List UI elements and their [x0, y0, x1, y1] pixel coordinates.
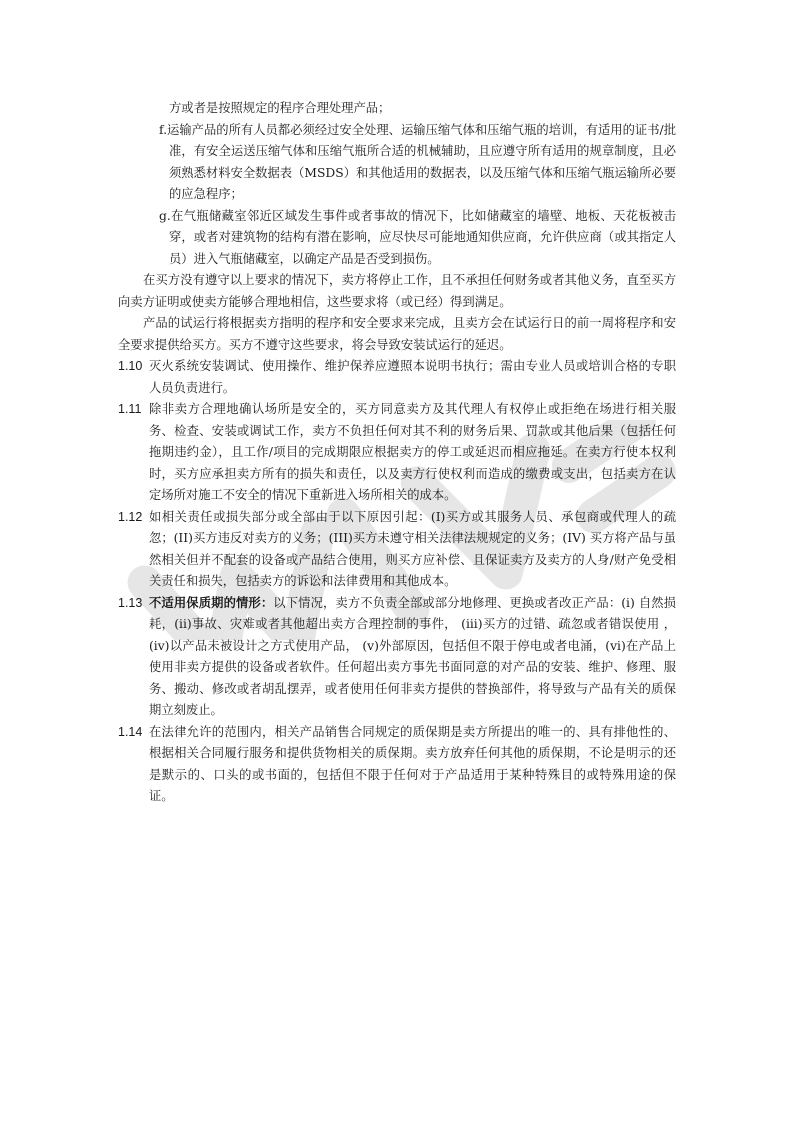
clause-heading: 不适用保质期的情形： [149, 595, 274, 610]
item-f: f.运输产品的所有人员都必须经过安全处理、运输压缩气体和压缩气瓶的培训，有适用的证书/批准，有安全运送压缩气体和压缩气瓶所合适的机械辅助，且应遵守所有适用的规章制度，且必须熟悉材料安全数据表（MSDS）和其他适用的数据表，以及压缩气体和压缩气瓶运输所必要的应急程序； [159, 122, 676, 201]
clause-text: 以下情况，卖方不负责全部或部分地修理、更换或者改正产品：(i) 自然损耗，(ii)事故、灾难或者其他超出卖方合理控制的事件， (iii)买方的过错、疏忽或者错误使用 ，(iv)以产品未被设计之方式使用产品， (v)外部原因，包括但不限于停电或者电涌，(vi)在产品上使用非卖方提供的设备或者软件。任何超出卖方事先书面同意的对产品的安装、维护、修理、服务、搬动、修改或者胡乱摆弄，或者使用任何非卖方提供的替换部件，将导致与产品有关的质保期立刻废止。 [149, 595, 676, 717]
clause-number: 1.11 [118, 402, 142, 416]
clause-text: 灭火系统安装调试、使用操作、维护保养应遵照本说明书执行；需由专业人员或培训合格的专职人员负责进行。 [149, 359, 676, 395]
clause-1-11 [118, 399, 676, 507]
clause-1-13 [118, 593, 676, 722]
clause-text: 如相关责任或损失部分或全部由于以下原因引起：(I)买方或其服务人员、承包商或代理人的疏忽；(II)买方违反对卖方的义务；(III)买方未遵守相关法律法规规定的义务；(IV) 买方将产品与虽然相关但并不配套的设备或产品结合使用，则买方应补偿、且保证卖方及卖方的人身/财产免受相关责任和损失，包括卖方的诉讼和法律费用和其他成本。 [149, 509, 676, 588]
clause-1-14 [118, 722, 676, 808]
clause-1-12 [118, 507, 676, 593]
clause-number: 1.14 [118, 724, 143, 739]
clause-number: 1.13 [118, 595, 143, 610]
item-g: g.在气瓶储藏室邻近区域发生事件或者事故的情况下，比如储藏室的墙壁、地板、天花板被击穿，或者对建筑物的结构有潜在影响，应尽快尽可能地通知供应商，允许供应商（或其指定人员）进入气瓶储藏室，以确定产品是否受到损伤。 [159, 208, 676, 266]
item-e-continuation: 方或者是按照规定的程序合理处理产品； [169, 101, 391, 115]
clause-number: 1.12 [118, 509, 143, 524]
paragraph-1: 在买方没有遵守以上要求的情况下，卖方将停止工作，且不承担任何财务或者其他义务，直至买方向卖方证明或使卖方能够合理地相信，这些要求将（或已经）得到满足。 [118, 273, 676, 309]
paragraph-2: 产品的试运行将根据卖方指明的程序和安全要求来完成，且卖方会在试运行日的前一周将程序和安全要求提供给买方。买方不遵守这些要求，将会导致安装试运行的延迟。 [118, 316, 676, 352]
clause-text: 在法律允许的范围内，相关产品销售合同规定的质保期是卖方所提出的唯一的、具有排他性的、根据相关合同履行服务和提供货物相关的质保期。卖方放弃任何其他的质保期，不论是明示的还是默示的、口头的或书面的，包括但不限于任何对于产品适用于某种特殊目的或特殊用途的保证。 [149, 724, 676, 803]
document-body [118, 98, 676, 808]
clause-1-10 [118, 356, 676, 399]
clause-text: 除非卖方合理地确认场所是安全的，买方同意卖方及其代理人有权停止或拒绝在场进行相关服务、检查、安装或调试工作，卖方不负担任何对其不利的财务后果、罚款或其他后果（包括任何拖期违约金），且工作/项目的完成期限应根据卖方的停工或延迟而相应拖延。在卖方行使本权利时，买方应承担卖方所有的损失和责任，以及卖方行使权利而造成的缴费或支出，包括卖方在认定场所对施工不安全的情况下重新进入场所相关的成本。 [149, 402, 676, 502]
clause-number: 1.10 [118, 359, 143, 373]
